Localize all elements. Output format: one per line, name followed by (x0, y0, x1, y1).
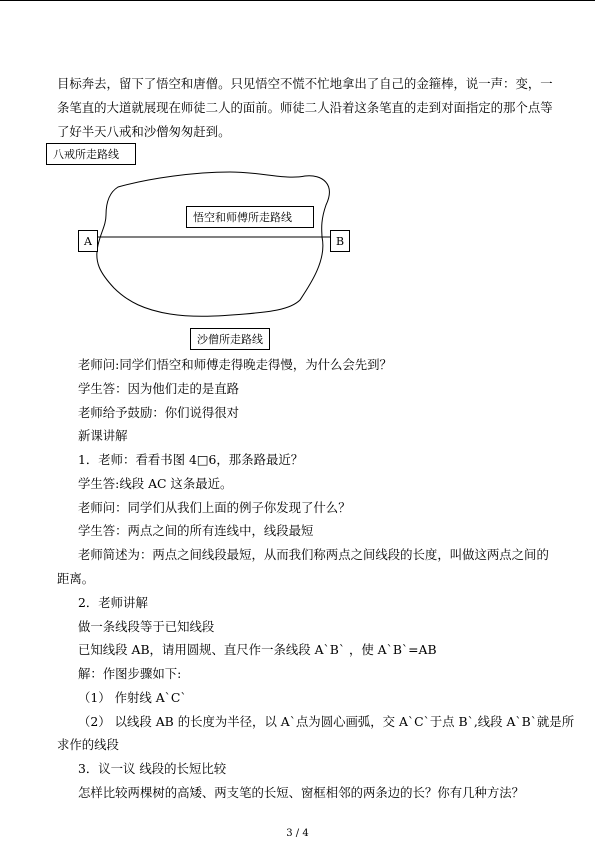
item-1-teacher: 1．老师：看看书图 4□6，那条路最近？ (78, 452, 304, 467)
point-b-label: B (330, 230, 350, 252)
teacher-summary-line-1: 老师简述为：两点之间线段最短，从而我们称两点之间线段的长度，叫做这两点之间的 (78, 547, 549, 562)
shaseng-route-label: 沙僧所走路线 (190, 328, 270, 350)
teacher-question-2: 老师问：同学们从我们上面的例子你发现了什么？ (78, 500, 351, 515)
step-1: （1） 作射线 A`C` (78, 690, 187, 705)
discussion-question: 怎样比较两棵树的高矮、两支笔的长短、窗框相邻的两条边的长？你有几种方法？ (78, 785, 525, 800)
intro-line-3: 了好半天八戒和沙僧匆匆赶到。 (57, 124, 231, 139)
intro-line-2: 条笔直的大道就展现在师徒二人的面前。师徒二人沿着这条笔直的走到对面指定的那个点等 (57, 100, 553, 115)
teacher-encourage: 老师给予鼓励：你们说得很对 (78, 405, 240, 420)
construct-segment-title: 做一条线段等于已知线段 (78, 619, 215, 634)
teacher-question-1: 老师问:同学们悟空和师傅走得晚走得慢，为什么会先到？ (78, 357, 392, 372)
student-answer-3: 学生答：两点之间的所有连线中，线段最短 (78, 523, 314, 538)
student-answer-2: 学生答:线段 AC 这条最近。 (78, 476, 233, 491)
bajie-route-label: 八戒所走路线 (46, 143, 136, 165)
known-segment-text: 已知线段 AB，请用圆规、直尺作一条线段 A`B` ，使 A`B`=AB (78, 642, 437, 657)
intro-line-1: 目标奔去，留下了悟空和唐僧。只见悟空不慌不忙地拿出了自己的金箍棒，说一声：变，一 (57, 76, 553, 91)
student-answer-1: 学生答：因为他们走的是直路 (78, 381, 240, 396)
curved-route-outline (97, 172, 330, 316)
item-2-heading: 2．老师讲解 (78, 595, 148, 610)
teacher-summary-line-2: 距离。 (57, 571, 95, 586)
step-2-line-2: 求作的线段 (57, 737, 119, 752)
page-number: 3 / 4 (286, 828, 309, 839)
item-3-heading: 3．议一议 线段的长短比较 (78, 761, 227, 776)
wukong-route-label: 悟空和师傅所走路线 (186, 206, 314, 228)
section-heading-new-lesson: 新课讲解 (78, 428, 128, 443)
solution-steps-intro: 解：作图步骤如下: (78, 666, 182, 681)
point-a-label: A (78, 230, 98, 252)
step-2-line-1: （2） 以线段 AB 的长度为半径，以 A`点为圆心画弧，交 A`C`于点 B`,线段 A`B`就是所 (78, 714, 575, 729)
